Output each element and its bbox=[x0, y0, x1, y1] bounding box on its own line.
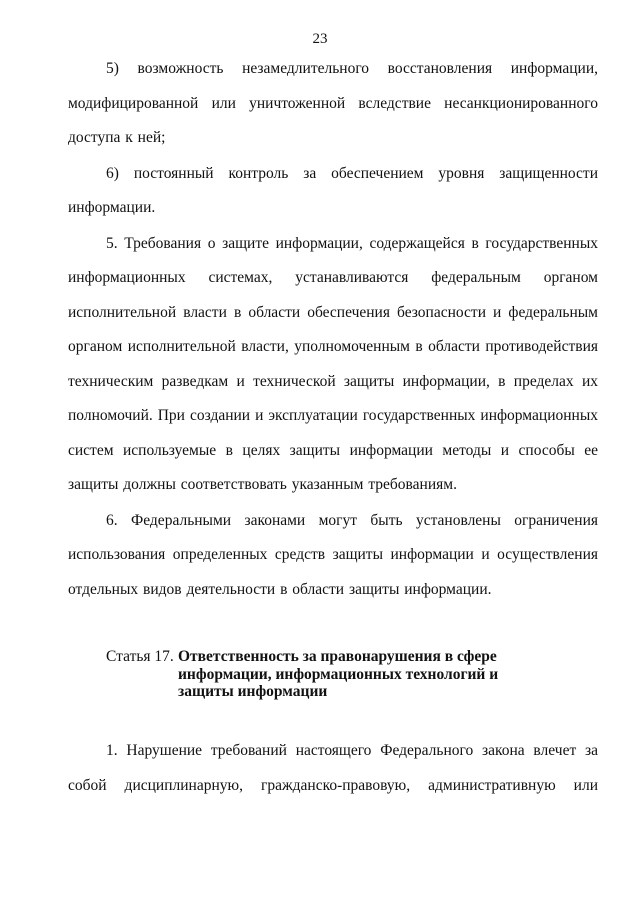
paragraph-point-5: 5. Требования о защите информации, содержащейся в государственных информационных системах, устанавливаются федеральным органом исполнительной власти в области обеспечения безопасности и федеральным органом исполнительной власти, уполномоченным в области противодействия техническим разведкам и технической защиты информации, в пределах их полномочий. При создании и эксплуатации государственных информационных систем используемые в целях защиты информации методы и способы ее защиты должны соответствовать указанным требованиям. bbox=[68, 234, 598, 493]
paragraph-article17-point-1: 1. Нарушение требований настоящего Федерального закона влечет за собой дисциплинарную, гражданско-правовую, административную или bbox=[68, 742, 598, 794]
paragraph-point-6: 6. Федеральными законами могут быть установлены ограничения использования определенных средств защиты информации и осуществления отдельных видов деятельности в области защиты информации. bbox=[68, 511, 598, 598]
paragraph-item-5: 5) возможность незамедлительного восстановления информации, модифицированной или уничтоженной вследствие несанкционированного доступа к ней; bbox=[68, 60, 598, 146]
article-title: Ответственность за правонарушения в сфере информации, информационных технологий и защиты информации bbox=[178, 648, 499, 700]
article-number: Статья 17. bbox=[106, 648, 174, 665]
paragraph-item-6: 6) постоянный контроль за обеспечением уровня защищенности информации. bbox=[68, 164, 598, 216]
page-number: 23 bbox=[312, 31, 328, 47]
text-block-bottom bbox=[68, 734, 598, 803]
text-block-top bbox=[68, 52, 598, 607]
